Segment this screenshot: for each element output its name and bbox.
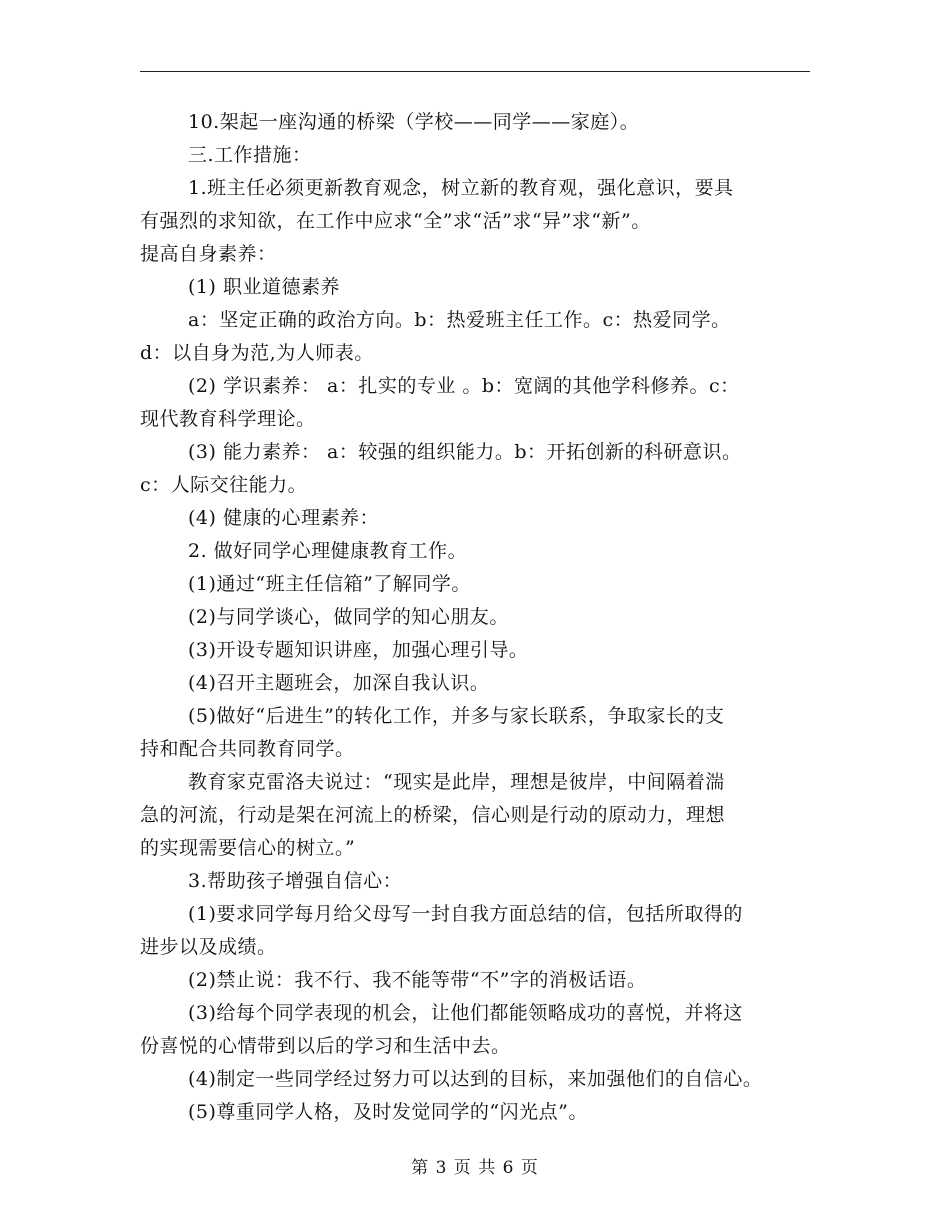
text-line: 10.架起一座沟通的桥梁（学校——同学——家庭）。 [188,111,640,133]
text-line: d：以自身为范,为人师表。 [140,342,374,364]
text-line: 的实现需要信心的树立。” [140,837,356,859]
text-line: (2)与同学谈心，做同学的知心朋友。 [188,606,509,628]
page-number-footer: 第 3 页 共 6 页 [411,1158,539,1178]
text-line: 教育家克雷洛夫说过：“现实是此岸，理想是彼岸，中间隔着湍 [188,771,725,793]
text-line: (3) 能力素养： a：较强的组织能力。b：开拓创新的科研意识。 [188,441,742,463]
text-line: (2)禁止说：我不行、我不能等带“不”字的消极话语。 [188,969,647,991]
text-line: (5)尊重同学人格，及时发觉同学的“闪光点”。 [188,1101,588,1123]
text-line: c：人际交往能力。 [140,474,308,496]
text-line: 提高自身素养： [140,243,277,265]
text-line: 持和配合共同教育同学。 [140,738,355,760]
text-line: (4)召开主题班会，加深自我认识。 [188,672,490,694]
text-line: a：坚定正确的政治方向。b：热爱班主任工作。c：热爱同学。 [188,309,731,331]
text-line: (2) 学识素养： a：扎实的专业 。b：宽阔的其他学科修养。c： [188,375,740,397]
text-line: (5)做好“后进生”的转化工作，并多与家长联系，争取家长的支 [188,705,725,727]
text-line: 急的河流，行动是架在河流上的桥梁，信心则是行动的原动力，理想 [140,804,726,826]
text-line: 有强烈的求知欲，在工作中应求“全”求“活”求“异”求“新”。 [140,210,651,232]
text-line: (3)开设专题知识讲座，加强心理引导。 [188,639,529,661]
text-line: (1) 职业道德素养 [188,276,340,298]
text-line: (1)通过“班主任信箱”了解同学。 [188,573,471,595]
text-line: 2. 做好同学心理健康教育工作。 [188,540,468,562]
document-body [140,106,820,1129]
text-line: 三.工作措施： [188,144,312,166]
header-rule [140,71,810,72]
text-line: 现代教育科学理论。 [140,408,316,430]
text-line: (3)给每个同学表现的机会，让他们都能领略成功的喜悦，并将这 [188,1002,743,1024]
text-line: (4)制定一些同学经过努力可以达到的目标，来加强他们的自信心。 [188,1068,763,1090]
text-line: (1)要求同学每月给父母写一封自我方面总结的信，包括所取得的 [188,903,743,925]
text-line: 3.帮助孩子增强自信心： [188,870,403,892]
text-line: 1.班主任必须更新教育观念，树立新的教育观，强化意识，要具 [188,177,734,199]
text-line: (4) 健康的心理素养： [188,507,379,529]
text-line: 份喜悦的心情带到以后的学习和生活中去。 [140,1035,511,1057]
text-line: 进步以及成绩。 [140,936,277,958]
